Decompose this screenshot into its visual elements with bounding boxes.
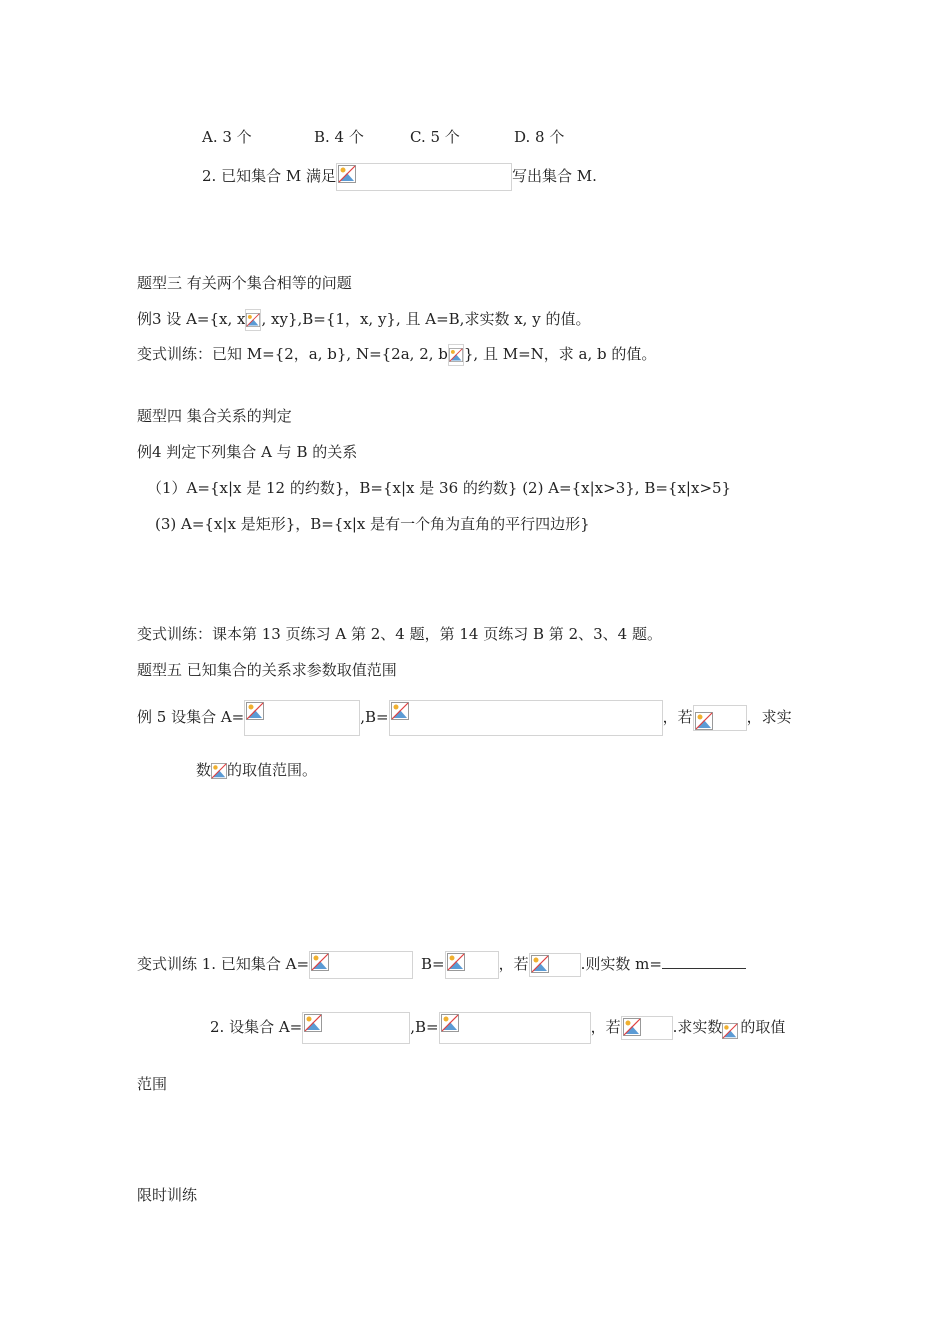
example5-text-e: 数 <box>196 761 212 779</box>
broken-image-icon <box>246 702 264 720</box>
q2-suffix: 写出集合 M. <box>511 167 597 185</box>
variant5-2-text-a: 2. 设集合 A= <box>210 1018 303 1036</box>
formula-image <box>448 344 464 366</box>
variant5-1-text-a: 变式训练 1. 已知集合 A= <box>137 955 310 973</box>
timed-training-heading: 限时训练 <box>137 1186 198 1204</box>
variant5-2 <box>210 1012 785 1044</box>
variant5-1 <box>137 951 746 979</box>
formula-image <box>621 1016 673 1040</box>
formula-image <box>309 951 413 979</box>
example5 <box>137 700 792 736</box>
example4-item3: (3) A={x|x 是矩形}，B={x|x 是有一个角为直角的平行四边形} <box>155 515 590 533</box>
example5-text-b: ,B= <box>360 708 389 726</box>
q2-prefix: 2. 已知集合 M 满足 <box>202 167 336 185</box>
variant5-1-text-b: B= <box>421 955 445 973</box>
formula-image <box>245 309 261 331</box>
section3-title: 题型三 有关两个集合相等的问题 <box>137 274 352 292</box>
broken-image-icon <box>531 955 549 973</box>
variant5-2-cont: 范围 <box>137 1075 168 1093</box>
variant5-2-text-c: ，若 <box>590 1018 621 1036</box>
variant5-2-text-e: 的取值 <box>740 1018 786 1036</box>
example3-text-b: , xy},B={1，x, y}, 且 A=B,求实数 x, y 的值。 <box>261 310 591 328</box>
q2-line <box>202 163 597 191</box>
section4-title: 题型四 集合关系的判定 <box>137 407 292 425</box>
option-a: A. 3 个 <box>202 128 252 146</box>
example5-text-d: ，求实 <box>746 708 792 726</box>
variant-textbook: 变式训练：课本第 13 页练习 A 第 2、4 题，第 14 页练习 B 第 2、3、4 题。 <box>137 625 662 643</box>
broken-image-icon <box>623 1018 641 1036</box>
formula-image <box>389 700 663 736</box>
broken-image-icon <box>449 345 463 365</box>
variant5-2-text-d: .求实数 <box>672 1018 723 1036</box>
formula-image <box>244 700 360 736</box>
formula-image <box>693 705 747 731</box>
variant5-1-text-c: ，若 <box>498 955 529 973</box>
variant3-text-b: }, 且 M=N，求 a, b 的值。 <box>463 345 657 363</box>
example5-cont <box>196 760 317 780</box>
answer-blank[interactable] <box>662 954 746 969</box>
variant3-text-a: 变式训练：已知 M={2，a, b}, N={2a, 2, b <box>137 345 448 363</box>
broken-image-icon <box>304 1014 322 1032</box>
formula-image <box>211 762 227 780</box>
example5-text-a: 例 5 设集合 A= <box>137 708 245 726</box>
broken-image-icon <box>441 1014 459 1032</box>
formula-image <box>439 1012 591 1044</box>
broken-image-icon <box>695 712 713 730</box>
formula-image <box>302 1012 410 1044</box>
broken-image-icon <box>447 953 465 971</box>
formula-image <box>336 163 512 191</box>
formula-image <box>529 953 581 977</box>
variant3 <box>137 344 656 366</box>
formula-image <box>722 1017 740 1039</box>
example5-text-c: ，若 <box>662 708 693 726</box>
example4-item1: （1）A={x|x 是 12 的约数}，B={x|x 是 36 的约数} (2) A={x|x>3}, B={x|x>5} <box>147 479 732 497</box>
q1-options <box>202 127 564 147</box>
broken-image-icon <box>338 165 356 183</box>
variant5-2-text-b: ,B= <box>410 1018 439 1036</box>
option-b: B. 4 个 <box>314 128 364 146</box>
broken-image-icon <box>722 1023 738 1039</box>
broken-image-icon <box>246 310 260 330</box>
example3 <box>137 309 590 331</box>
formula-image <box>445 951 499 979</box>
broken-image-icon <box>311 953 329 971</box>
broken-image-icon <box>391 702 409 720</box>
example5-text-f: 的取值范围。 <box>227 761 318 779</box>
option-c: C. 5 个 <box>410 128 460 146</box>
broken-image-icon <box>211 763 227 779</box>
option-d: D. 8 个 <box>514 128 565 146</box>
example3-text-a: 例3 设 A={x, x <box>137 310 246 328</box>
variant5-1-text-d: .则实数 m= <box>580 955 662 973</box>
example4: 例4 判定下列集合 A 与 B 的关系 <box>137 443 358 461</box>
section5-title: 题型五 已知集合的关系求参数取值范围 <box>137 661 397 679</box>
